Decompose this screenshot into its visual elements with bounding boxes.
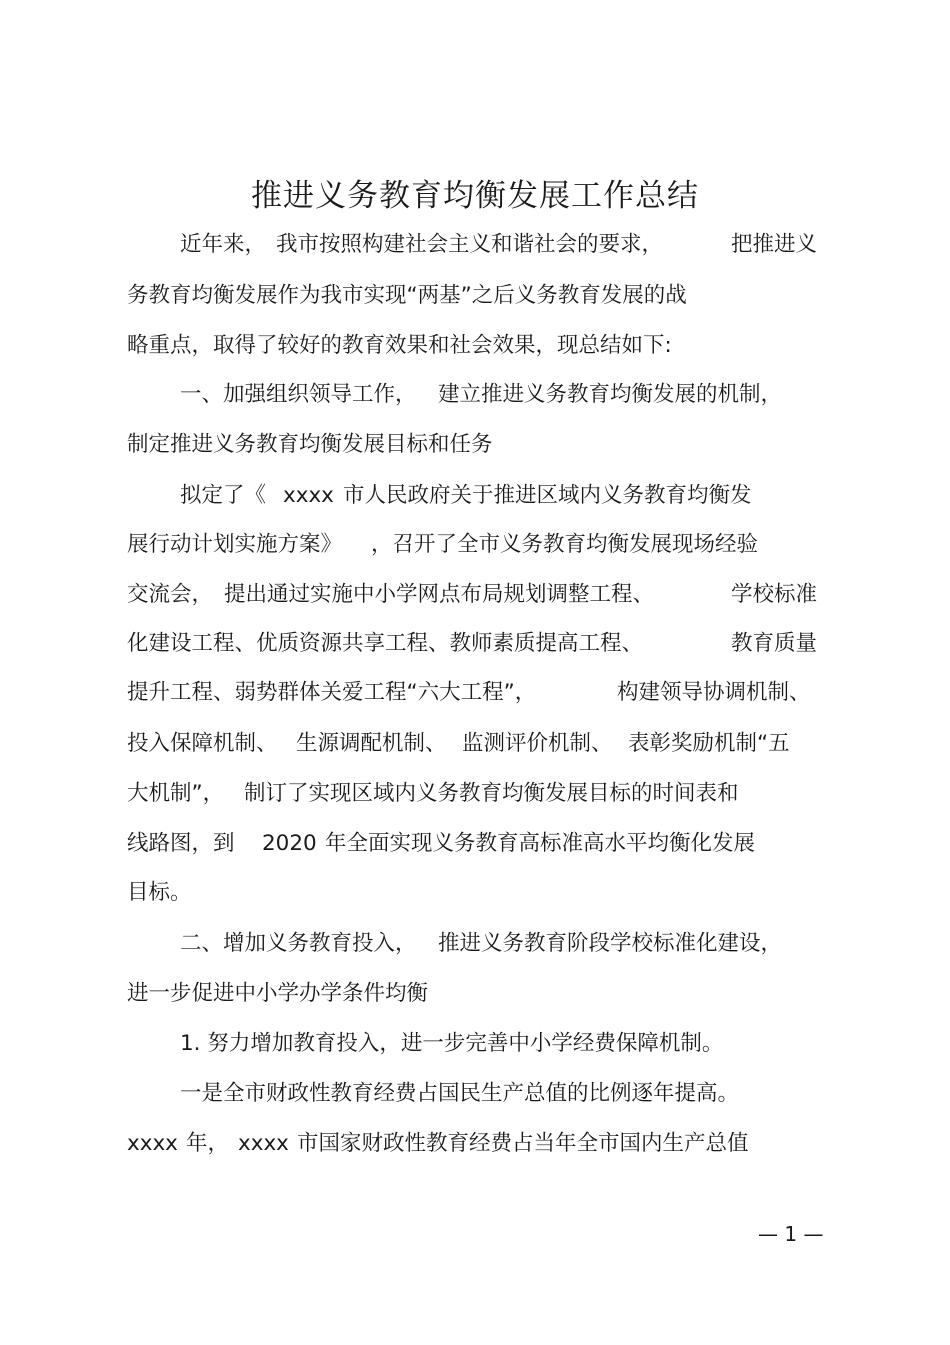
text-segment: 化建设工程、优质资源共享工程、教师素质提高工程、 — [127, 631, 644, 656]
text-segment: 年， — [186, 1131, 230, 1156]
text-segment: ，召开了全市义务教育均衡发展现场经验 — [371, 532, 759, 557]
text-segment: 表彰奖励机制“五 — [628, 731, 790, 756]
text-segment: 提出通过实施中小学网点布局规划调整工程、 — [224, 582, 655, 607]
text-segment: 建立推进义务教育均衡发展的机制， — [438, 382, 783, 407]
text-segment: 进一步促进中小学办学条件均衡 — [127, 981, 429, 1006]
text-segment: 提升工程、弱势群体关爱工程“六大工程”， — [127, 680, 537, 705]
text-segment: 略重点，取得了较好的教育效果和社会效果，现总结如下: — [127, 333, 672, 358]
text-line — [0, 1079, 950, 1109]
text-segment: 大机制”， — [127, 781, 225, 806]
text-segment: xxxx — [238, 1131, 289, 1156]
text-segment: 把推进义 — [731, 232, 818, 257]
text-line — [0, 430, 950, 460]
text-segment: 生源调配机制、 — [296, 731, 447, 756]
text-segment: 制定推进义务教育均衡发展目标和任务 — [127, 432, 493, 457]
text-segment: 我市按照构建社会主义和谐社会的要求， — [276, 232, 664, 257]
text-segment: 二、增加义务教育投入， — [180, 931, 417, 956]
text-line — [0, 779, 950, 809]
text-line — [0, 530, 950, 560]
text-segment: 构建领导协调机制、 — [617, 680, 811, 705]
text-segment: 交流会， — [127, 582, 214, 607]
document-title: 推进义务教育均衡发展工作总结 — [251, 178, 699, 214]
text-line — [0, 380, 950, 410]
text-line — [0, 481, 950, 511]
text-line — [0, 878, 950, 908]
text-segment: 推进义务教育阶段学校标准化建设， — [438, 931, 783, 956]
text-line — [0, 678, 950, 708]
text-segment: 教育质量 — [731, 631, 818, 656]
text-line — [0, 629, 950, 659]
text-segment: 一、加强组织领导工作， — [180, 382, 417, 407]
text-line — [0, 1129, 950, 1159]
text-line — [0, 230, 950, 260]
text-segment: xxxx — [283, 483, 334, 508]
text-segment: 学校标准 — [731, 582, 818, 607]
text-segment: 投入保障机制、 — [127, 731, 278, 756]
text-segment: 2020 — [262, 831, 317, 856]
text-segment: 务教育均衡发展作为我市实现“两基”之后义务教育发展的战 — [127, 283, 687, 308]
text-segment: 1. 努力增加教育投入，进一步完善中小学经费保障机制。 — [180, 1031, 724, 1056]
text-segment: 市人民政府关于推进区域内义务教育均衡发 — [343, 483, 752, 508]
text-segment: 监测评价机制、 — [462, 731, 613, 756]
text-segment: 年全面实现义务教育高标准高水平均衡化发展 — [325, 831, 756, 856]
text-segment: 目标。 — [127, 880, 192, 905]
text-segment: 拟定了《 — [180, 483, 267, 508]
text-line — [0, 580, 950, 610]
text-line — [0, 929, 950, 959]
text-segment: 展行动计划实施方案》 — [127, 532, 343, 557]
text-segment: 制订了实现区域内义务教育均衡发展目标的时间表和 — [244, 781, 739, 806]
text-segment: 线路图，到 — [127, 831, 235, 856]
text-line — [0, 829, 950, 859]
text-segment: 市国家财政性教育经费占当年全市国内生产总值 — [297, 1131, 749, 1156]
text-line — [0, 1029, 950, 1059]
text-line — [0, 281, 950, 311]
text-line — [0, 331, 950, 361]
page-number: — 1 — — [758, 1222, 824, 1246]
text-line — [0, 979, 950, 1009]
text-segment: 一是全市财政性教育经费占国民生产总值的比例逐年提高。 — [180, 1081, 740, 1106]
text-segment: 近年来， — [180, 232, 267, 257]
text-segment: xxxx — [127, 1131, 178, 1156]
text-line — [0, 729, 950, 759]
